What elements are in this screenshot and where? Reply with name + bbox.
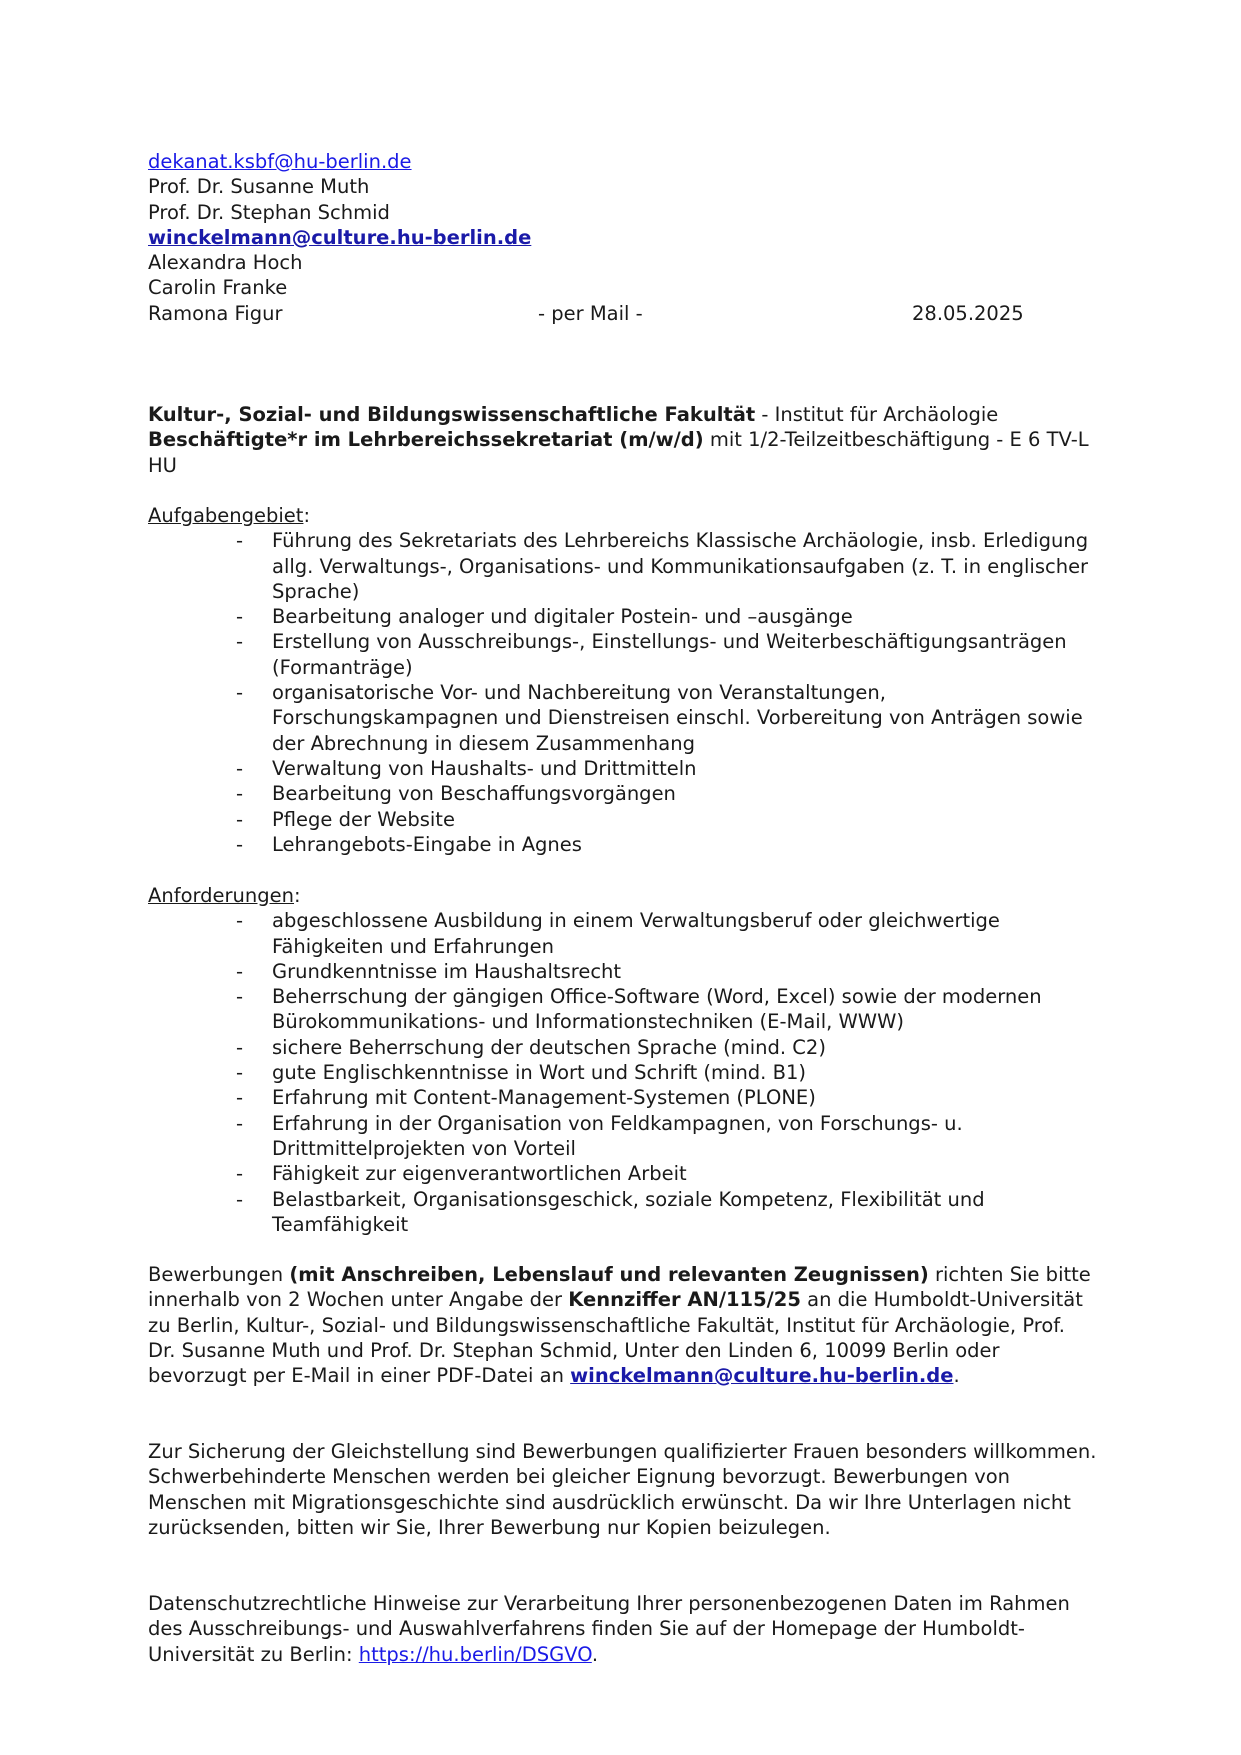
recipient-name: Prof. Dr. Susanne Muth — [148, 175, 370, 199]
faculty-name: Kultur-, Sozial- und Bildungswissenschaftliche Fakultät — [148, 403, 756, 426]
email-link-application[interactable]: winckelmann@culture.hu-berlin.de — [570, 1364, 954, 1388]
application-paragraph — [148, 1262, 1098, 1388]
list-item: - Fähigkeit zur eigenverantwortlichen Arbeit — [148, 1161, 1098, 1186]
text-span: Datenschutzrechtliche Hinweise zur Verarbeitung Ihrer personenbezogenen Daten im Rahmen des Ausschreibungs- und Auswahlverfahrens finden Sie auf der Homepage der Humboldt-Universität zu Berlin: — [148, 1592, 1070, 1666]
list-item: - Beherrschung der gängigen Office-Software (Word, Excel) sowie der modernen Bürokommunikations- und Informationstechniken (E-Mail, WWW) — [148, 984, 1098, 1035]
tasks-heading: Aufgabengebiet: — [148, 504, 311, 527]
list-item: - Bearbeitung analoger und digitaler Postein- und –ausgänge — [148, 604, 1098, 629]
privacy-link[interactable]: https://hu.berlin/DSGVO — [358, 1642, 592, 1666]
list-item: - Lehrangebots-Eingabe in Agnes — [148, 832, 1098, 857]
recipient-name: Ramona Figur — [148, 301, 283, 325]
delivery-method: - per Mail - — [538, 301, 643, 325]
list-item: - organisatorische Vor- und Nachbereitung von Veranstaltungen, Forschungskampagnen und Dienstreisen einschl. Vorbereitung von Anträgen sowie der Abrechnung in diesem Zusammenhang — [148, 680, 1098, 756]
text-span: richten Sie bitte innerhalb von 2 Wochen unter Angabe der — [148, 1263, 1091, 1312]
equality-paragraph: Zur Sicherung der Gleichstellung sind Bewerbungen qualifizierter Frauen besonders willkommen. Schwerbehinderte Menschen werden bei gleicher Eignung bevorzugt. Bewerbungen von Menschen mit Migrationsgeschichte sind ausdrücklich erwünscht. Da wir Ihre Unterlagen nicht zurücksenden, bitten wir Sie, Ihrer Bewerbung nur Kopien beizulegen. — [148, 1440, 1097, 1539]
text-span: Bewerbungen — [148, 1263, 290, 1286]
list-item: - abgeschlossene Ausbildung in einem Verwaltungsberuf oder gleichwertige Fähigkeiten und Erfahrungen — [148, 908, 1098, 959]
text-span: an die Humboldt-Universität zu Berlin, Kultur-, Sozial- und Bildungswissenschaftliche Fakultät, Institut für Archäologie, Prof. Dr. Susanne Muth und Prof. Dr. Stephan Schmid, Unter den Linden 6, 10099 Berlin oder bevorzugt per E-Mail in einer PDF-Datei an — [148, 1288, 1083, 1388]
email-link-dekanat[interactable]: dekanat.ksbf@hu-berlin.de — [148, 150, 412, 173]
list-item: - Verwaltung von Haushalts- und Drittmitteln — [148, 756, 1098, 781]
recipient-name: Prof. Dr. Stephan Schmid — [148, 200, 390, 224]
text-span-bold: (mit Anschreiben, Lebenslauf und relevanten Zeugnissen) — [289, 1263, 929, 1286]
requirements-title: Anforderungen — [148, 884, 295, 907]
job-heading — [148, 402, 1098, 478]
text-span: . — [953, 1364, 960, 1388]
list-item: - Erfahrung in der Organisation von Feldkampagnen, von Forschungs- u. Drittmittelprojekten von Vorteil — [148, 1111, 1098, 1162]
requirements-section — [148, 883, 1098, 1237]
list-item: - Pflege der Website — [148, 807, 1098, 832]
list-item: - Erstellung von Ausschreibungs-, Einstellungs- und Weiterbeschäftigungsanträgen (Formanträge) — [148, 629, 1098, 680]
list-item: - sichere Beherrschung der deutschen Sprache (mind. C2) — [148, 1035, 1098, 1060]
tasks-title: Aufgabengebiet — [148, 504, 304, 527]
document-date: 28.05.2025 — [912, 301, 1024, 325]
position-detail: mit 1/2-Teilzeitbeschäftigung - E 6 TV-L HU — [148, 428, 1089, 477]
institute-name: - Institut für Archäologie — [755, 403, 999, 426]
list-item: - Erfahrung mit Content-Management-Systemen (PLONE) — [148, 1085, 1098, 1110]
faculty-line — [148, 402, 1098, 427]
requirements-list — [148, 908, 1098, 1237]
text-span: . — [591, 1642, 599, 1666]
tasks-section — [148, 503, 1098, 857]
address-block — [148, 149, 1098, 326]
recipient-name: Carolin Franke — [148, 276, 288, 300]
recipient-name: Alexandra Hoch — [148, 251, 303, 275]
list-item: - Bearbeitung von Beschaffungsvorgängen — [148, 781, 1098, 806]
email-link-winckelmann[interactable]: winckelmann@culture.hu-berlin.de — [148, 225, 532, 249]
list-item: - gute Englischkenntnisse in Wort und Schrift (mind. B1) — [148, 1060, 1098, 1085]
tasks-list — [148, 528, 1098, 857]
list-item: - Belastbarkeit, Organisationsgeschick, soziale Kompetenz, Flexibilität und Teamfähigkeit — [148, 1187, 1098, 1238]
reference-number: Kennziffer AN/115/25 — [568, 1288, 801, 1312]
position-line — [148, 427, 1098, 478]
privacy-paragraph — [148, 1591, 1098, 1667]
requirements-heading: Anforderungen: — [148, 884, 301, 907]
position-title: Beschäftigte*r im Lehrbereichssekretariat (m/w/d) — [148, 428, 704, 452]
list-item: - Grundkenntnisse im Haushaltsrecht — [148, 959, 1098, 984]
address-last-row — [148, 301, 1098, 326]
list-item: - Führung des Sekretariats des Lehrbereichs Klassische Archäologie, insb. Erledigung allg. Verwaltungs-, Organisations- und Kommunikationsaufgaben (z. T. in englischer Sprache) — [148, 528, 1098, 604]
